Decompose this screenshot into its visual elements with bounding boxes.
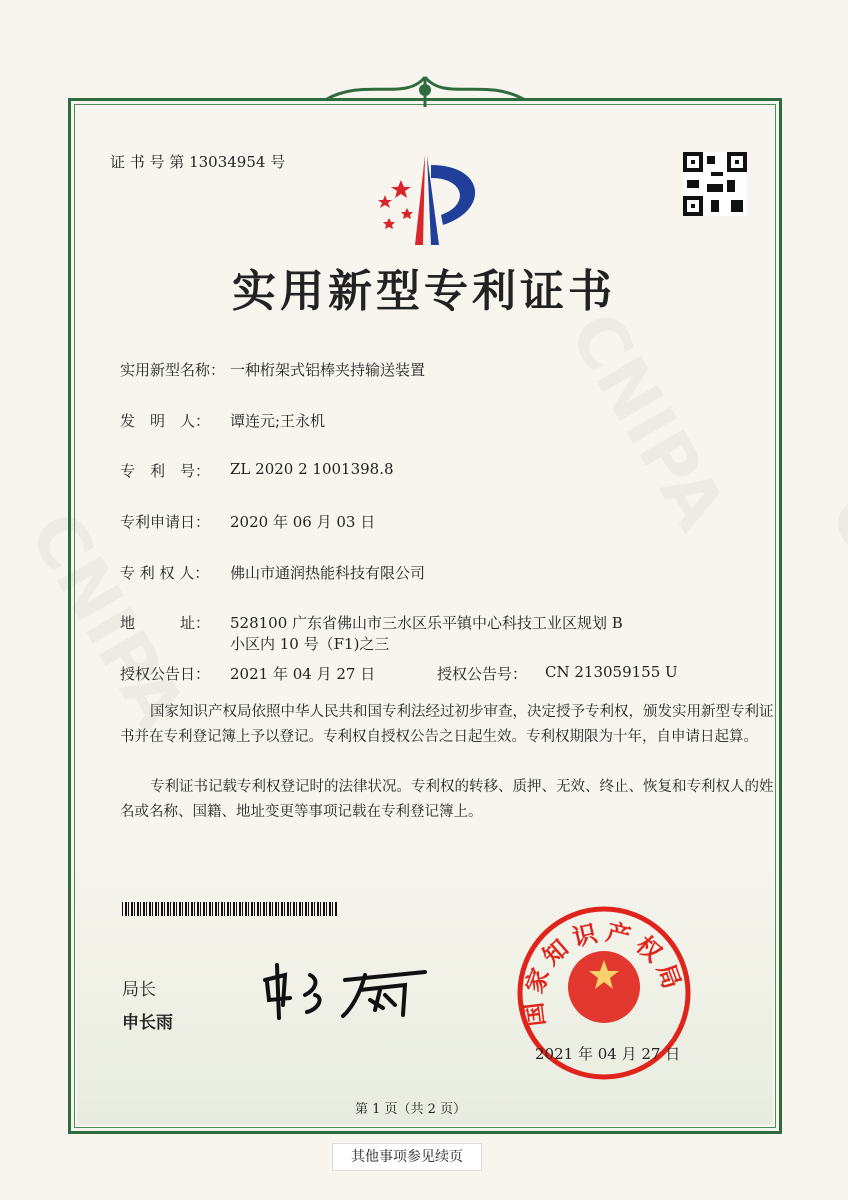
certificate-number: 证 书 号 第 13034954 号 [110,153,286,171]
address: 528100 广东省佛山市三水区乐平镇中心科技工业区规划 B [230,614,623,632]
body-paragraph: 专利证书记载专利权登记时的法律状况。专利权的转移、质押、无效、终止、恢复和专利权人的姓名或名称、国籍、地址变更等事项记载在专利登记簿上。 [120,779,774,820]
field-label: 地 址： [120,614,211,632]
field-label: 专利申请日： [120,513,211,531]
page-info: 第 1 页（共 2 页） [355,1102,467,1117]
field-label: 授权公告号： [437,665,528,683]
signatory-title: 局长 [122,980,156,1000]
field-label: 专 利 权 人： [120,564,210,582]
grant-date: 2021 年 04 月 27 日 [230,665,376,683]
field-label: 发 明 人： [120,412,211,430]
cnipa-logo [365,150,490,250]
signatory-name: 申长雨 [122,1013,173,1033]
utility-model-name: 一种桁架式铝棒夹持输送装置 [230,361,426,379]
field-label: 实用新型名称： [120,361,226,379]
patent-number: ZL 2020 2 1001398.8 [230,460,394,478]
body-paragraph: 国家知识产权局依照中华人民共和国专利法经过初步审查，决定授予专利权，颁发实用新型专利证书并在专利登记簿上予以登记。专利权自授权公告之日起生效。专利权期限为十年，自申请日起算。 [120,704,774,745]
seal-date: 2021 年 04 月 27 日 [535,1045,681,1063]
barcode [122,902,337,916]
application-date: 2020 年 06 月 03 日 [230,513,376,531]
continued-note: 其他事项参见续页 [332,1143,482,1171]
address-line2: 小区内 10 号（F1)之三 [230,635,390,653]
grant-publication-number: CN 213059155 U [545,663,678,681]
field-label: 专 利 号： [120,462,211,480]
patentee: 佛山市通润热能科技有限公司 [230,564,426,582]
signature [255,960,435,1020]
inventors: 谭连元;王永机 [230,412,326,430]
page-title: 实用新型专利证书 [232,266,616,317]
seal-text: 国家知识产权局 [518,917,689,1029]
qr-code [683,152,747,216]
watermark [813,479,848,724]
ornament-top [305,72,545,112]
field-label: 授权公告日： [120,665,211,683]
